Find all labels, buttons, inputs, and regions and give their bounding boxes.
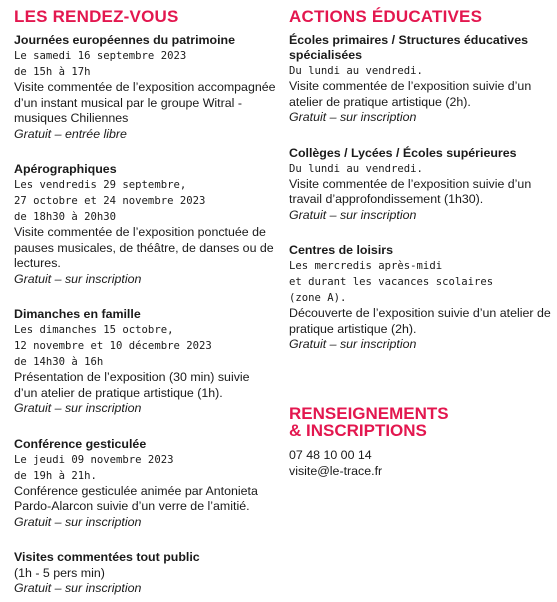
event-visites-commentees: [14, 550, 276, 597]
event-price-note: Gratuit – sur inscription: [14, 514, 142, 529]
action-description: Découverte de l’exposition suivie d’un atelier de pratique artistique (2h).: [289, 306, 551, 336]
event-aperographiques: [14, 162, 276, 287]
action-colleges-lycees: [289, 146, 551, 224]
event-price-note: Gratuit – entrée libre: [14, 126, 127, 141]
event-detail: (1h - 5 pers min): [14, 566, 105, 580]
event-price-note: Gratuit – sur inscription: [14, 401, 142, 415]
event-price-note: Gratuit – sur inscription: [14, 271, 142, 286]
event-conference-gesticulee: [14, 437, 276, 531]
action-price-note: Gratuit – sur inscription: [289, 337, 417, 351]
action-price-note: Gratuit – sur inscription: [289, 207, 417, 222]
event-description: Visite commentée de l’exposition ponctuée de pauses musicales, de théâtre, de danses ou de lectures.: [14, 225, 274, 270]
event-schedule: Les dimanches 15 octobre, 12 novembre et 10 décembre 2023 de 14h30 à 16h: [14, 324, 212, 368]
event-title: Visites commentées tout public: [14, 550, 200, 564]
action-schedule: Du lundi au vendredi.: [289, 65, 423, 77]
event-title: Apérographiques: [14, 162, 117, 176]
contact-heading: [289, 405, 551, 439]
event-description: Présentation de l’exposition (30 min) suivie d’un atelier de pratique artistique (1h).: [14, 370, 250, 400]
rendez-vous-heading: LES RENDEZ-VOUS: [14, 7, 179, 26]
event-journees-patrimoine: [14, 33, 276, 142]
action-centres-loisirs: [289, 243, 551, 353]
contact-block: [289, 405, 551, 479]
contact-email[interactable]: visite@le-trace.fr: [289, 463, 383, 478]
contact-phone[interactable]: 07 48 10 00 14: [289, 447, 372, 462]
event-description: Conférence gesticulée animée par Antonieta Pardo-Alarcon suivie d’un verre de l’amitié.: [14, 483, 258, 513]
action-title: Centres de loisirs: [289, 243, 393, 257]
action-price-note: Gratuit – sur inscription: [289, 110, 417, 124]
event-description: Visite commentée de l’exposition accompagnée d’un instant musical par le groupe Witral - musiques Chiliennes: [14, 80, 276, 125]
action-description: Visite commentée de l’exposition suivie d’un atelier de pratique artistique (2h).: [289, 79, 532, 109]
rendez-vous-column: [14, 8, 276, 597]
action-schedule: Du lundi au vendredi.: [289, 162, 423, 175]
event-title: Dimanches en famille: [14, 307, 141, 321]
event-schedule: Les vendredis 29 septembre, 27 octobre et 24 novembre 2023 de 18h30 à 20h30: [14, 179, 206, 223]
event-schedule: Le jeudi 09 novembre 2023 de 19h à 21h.: [14, 453, 174, 482]
contact-heading-line1: RENSEIGNEMENTS: [289, 403, 449, 423]
action-ecoles-primaires: [289, 33, 551, 126]
action-title: Collèges / Lycées / Écoles supérieures: [289, 145, 517, 160]
action-schedule: Les mercredis après-midi et durant les vacances scolaires (zone A).: [289, 260, 494, 304]
contact-heading-line2: & INSCRIPTIONS: [289, 420, 427, 440]
event-schedule: Le samedi 16 septembre 2023 de 15h à 17h: [14, 50, 187, 78]
event-title: Conférence gesticulée: [14, 436, 147, 451]
event-title: Journées européennes du patrimoine: [14, 33, 236, 47]
action-title: Écoles primaires / Structures éducatives spécialisées: [289, 33, 528, 62]
actions-educatives-column: [289, 8, 551, 479]
event-dimanches-famille: [14, 307, 276, 417]
actions-educatives-heading: ACTIONS ÉDUCATIVES: [289, 7, 483, 26]
event-price-note: Gratuit – sur inscription: [14, 581, 142, 595]
action-description: Visite commentée de l’exposition suivie d’un travail d’approfondissement (1h30).: [289, 176, 532, 206]
